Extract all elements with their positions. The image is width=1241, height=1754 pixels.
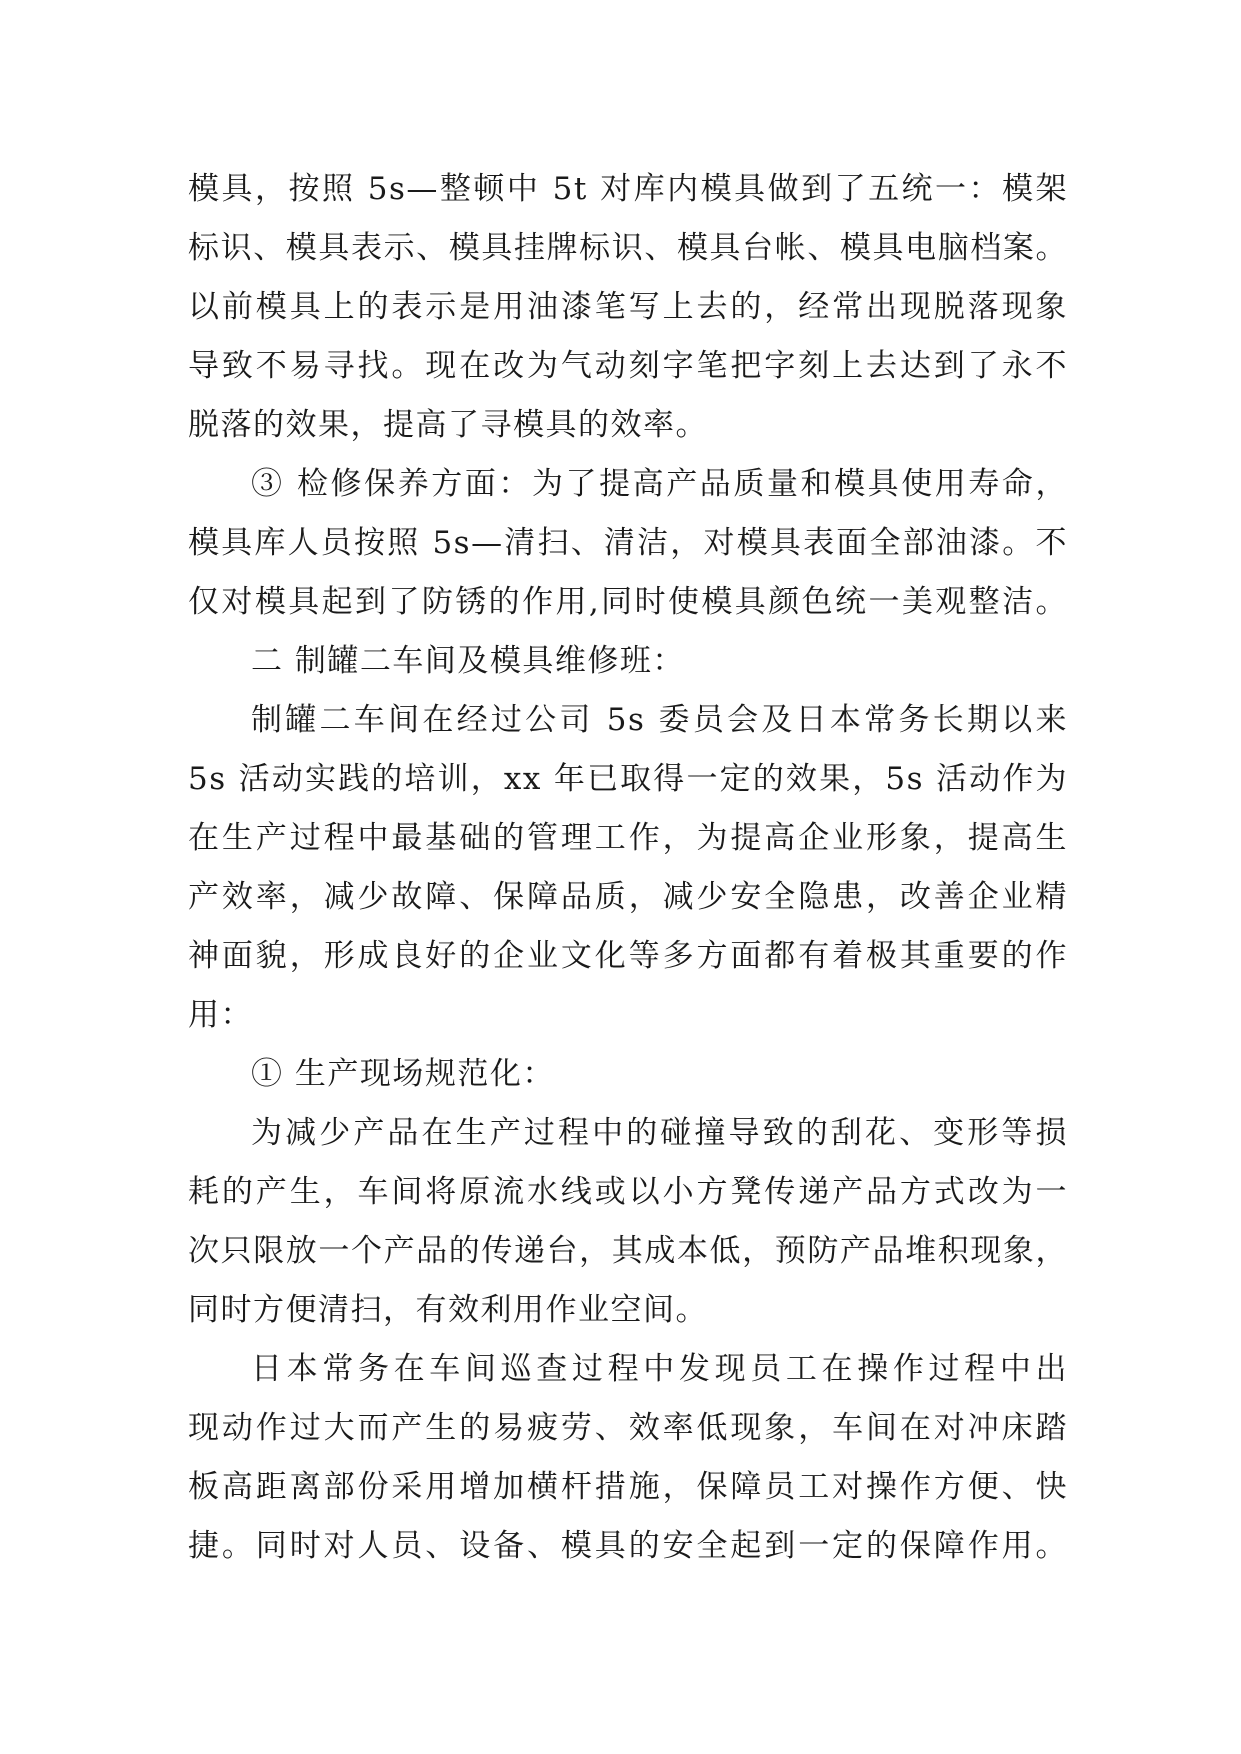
text-line: 为减少产品在生产过程中的碰撞导致的刮花、变形等损: [251, 1115, 1068, 1151]
text-line: 用：: [188, 997, 253, 1033]
text-line: 制罐二车间在经过公司 5s 委员会及日本常务长期以来: [251, 702, 1068, 738]
text-line: 模具库人员按照 5s—清扫、清洁，对模具表面全部油漆。不: [188, 525, 1068, 561]
text-line: 在生产过程中最基础的管理工作，为提高企业形象，提高生: [188, 820, 1068, 856]
numbered-item-heading: ③ 检修保养方面：为了提高产品质量和模具使用寿命，: [251, 466, 1068, 502]
text-line: 日本常务在车间巡查过程中发现员工在操作过程中出: [251, 1351, 1068, 1387]
text-line: 模具，按照 5s—整顿中 5t 对库内模具做到了五统一：模架: [188, 171, 1068, 207]
text-line: 以前模具上的表示是用油漆笔写上去的，经常出现脱落现象: [188, 289, 1068, 325]
text-line: 耗的产生，车间将原流水线或以小方凳传递产品方式改为一: [188, 1174, 1068, 1210]
text-line: 仅对模具起到了防锈的作用,同时使模具颜色统一美观整洁。: [188, 584, 1068, 620]
text-line: 脱落的效果，提高了寻模具的效率。: [188, 407, 708, 443]
text-line: 神面貌，形成良好的企业文化等多方面都有着极其重要的作: [188, 938, 1068, 974]
text-line: 板高距离部份采用增加横杆措施，保障员工对操作方便、快: [188, 1469, 1068, 1505]
section-heading: 二 制罐二车间及模具维修班：: [251, 643, 685, 679]
text-line: 标识、模具表示、模具挂牌标识、模具台帐、模具电脑档案。: [188, 230, 1068, 266]
text-line: 捷。同时对人员、设备、模具的安全起到一定的保障作用。: [188, 1528, 1068, 1564]
text-line: 次只限放一个产品的传递台，其成本低，预防产品堆积现象，: [188, 1233, 1068, 1269]
body-text: [188, 160, 1068, 1576]
text-line: 产效率，减少故障、保障品质，减少安全隐患，改善企业精: [188, 879, 1068, 915]
text-line: 5s 活动实践的培训，xx 年已取得一定的效果，5s 活动作为: [188, 761, 1068, 797]
text-line: 现动作过大而产生的易疲劳、效率低现象，车间在对冲床踏: [188, 1410, 1068, 1446]
text-line: 导致不易寻找。现在改为气动刻字笔把字刻上去达到了永不: [188, 348, 1068, 384]
numbered-item-heading: ① 生产现场规范化：: [251, 1056, 555, 1092]
text-line: 同时方便清扫，有效利用作业空间。: [188, 1292, 708, 1328]
